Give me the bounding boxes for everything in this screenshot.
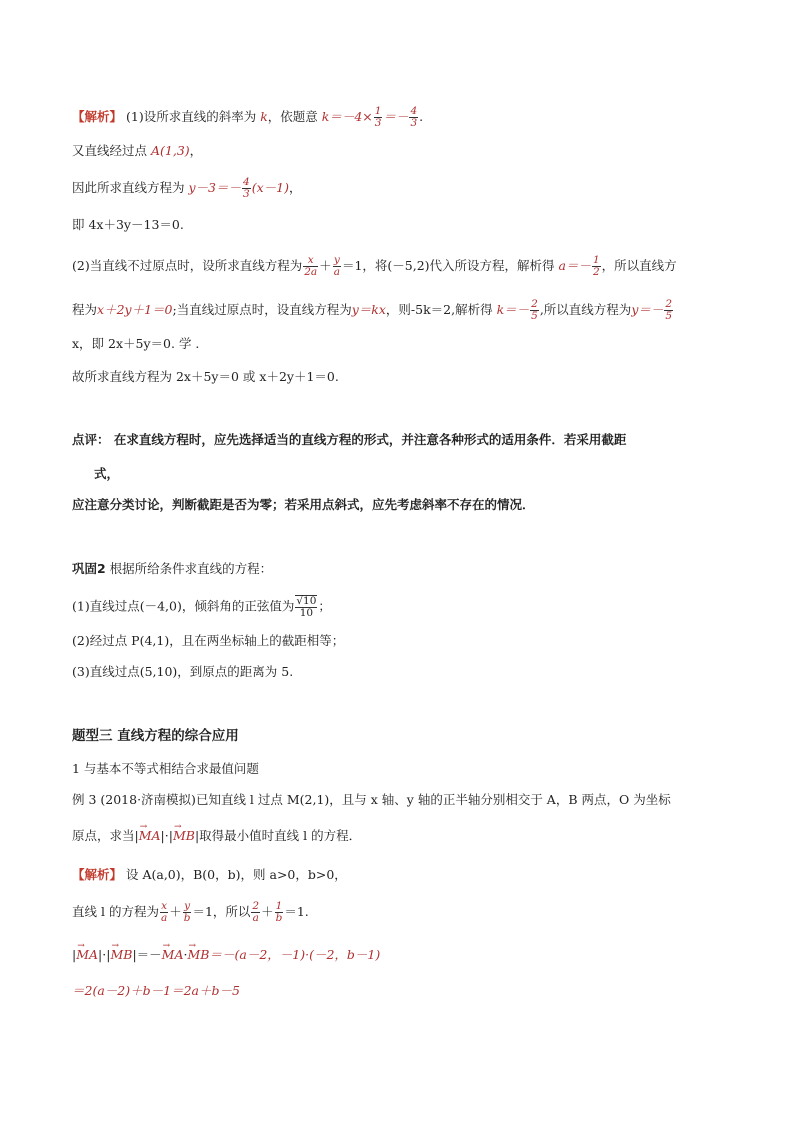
vector-mb: → MB (110, 946, 132, 964)
example-line-2: 原点，求当|→ MA|·|→ MB|取得最小值时直线 l 的方程． (72, 827, 361, 845)
solution-line-3: 因此所求直线方程为 y－3＝－ $\frac{4}{3}$ (x－1)， (72, 176, 302, 200)
comment-line-1: 点评： 在求直线方程时，应先选择适当的直线方程的形式，并注意各种形式的适用条件．若采用截距 (72, 432, 627, 447)
fraction: $\frac{x}{2a}$ (304, 254, 318, 278)
vector-mb: → MB (187, 946, 209, 964)
example-solution-line-2: 直线 l 的方程为 $\frac{x}{a}$ ＋ $\frac{y}{b}$ ＝1，所以 $\frac{2}{a}$ ＋ $\frac{1}{b}$ ＝1. (72, 900, 309, 924)
consolidate-item-3: (3)直线过点(5,10)，到原点的距离为 5. (72, 664, 294, 679)
consolidate-item-1: (1)直线过点(－4,0)，倾斜角的正弦值为 $\frac{√10}{10}$ ； (72, 595, 331, 619)
section-title: 题型三 直线方程的综合应用 (72, 728, 239, 744)
fraction: $\frac{y}{a}$ (333, 254, 340, 278)
analysis-tag: 【解析】 (72, 867, 123, 882)
solution-line-8: 故所求直线方程为 2x＋5y＝0 或 x＋2y＋1＝0. (72, 369, 339, 384)
fraction: $\frac{2}{5}$ (531, 298, 538, 322)
fraction: $\frac{2}{a}$ (252, 900, 260, 924)
solution-line-6: 程为x＋2y＋1＝0;当直线过原点时，设直线方程为y＝kx，则-5k＝2,解析得 k＝－ $\frac{2}{5}$ ,所以直线方程为y＝－ $\frac{2}{5}$ (72, 298, 673, 322)
fraction: $\frac{y}{b}$ (183, 900, 191, 924)
fraction: $\frac{4}{3}$ (410, 105, 418, 129)
example-line-1: 例 3 (2018·济南模拟)已知直线 l 过点 M(2,1)，且与 x 轴、y 轴的正半轴分别相交于 A，B 两点，O 为坐标 (72, 792, 671, 807)
vector-ma: → MA (162, 946, 184, 964)
fraction: $\frac{x}{a}$ (160, 900, 168, 924)
fraction: $\frac{4}{3}$ (243, 176, 250, 200)
fraction: $\frac{1}{2}$ (592, 254, 600, 278)
example-solution-line-4: ＝2(a－2)＋b－1＝2a＋b－5 (72, 983, 240, 998)
example-solution-line-3: |→ MA|·|→ MB|＝－→ MA·→ MB＝－(a－2，－1)·(－2，b－1) (72, 946, 380, 964)
solution-line-5: (2)当直线不过原点时，设所求直线方程为 $\frac{x}{2a}$ ＋ $\frac{y}{a}$ ＝1，将(－5,2)代入所设方程，解析得 a＝－ $\frac{1}{2}$ ，所以直线方 (72, 254, 677, 278)
fraction: $\frac{1}{3}$ (374, 105, 382, 129)
comment-line-3: 应注意分类讨论，判断截距是否为零；若采用点斜式，应先考虑斜率不存在的情况． (72, 497, 535, 512)
solution-line-4: 即 4x＋3y－13＝0. (72, 217, 184, 232)
solution-line-1: 【解析】 (1)设所求直线的斜率为 k，依题意 k＝－4× $\frac{1}{3}$ ＝－ $\frac{4}{3}$ . (72, 105, 424, 129)
solution-line-7: x，即 2x＋5y＝0. 学 . (72, 336, 200, 351)
vector-ma: → MA (76, 946, 98, 964)
consolidate-item-2: (2)经过点 P(4,1)，且在两坐标轴上的截距相等； (72, 633, 345, 648)
consolidate-title: 巩固2 根据所给条件求直线的方程： (72, 561, 273, 576)
fraction: $\frac{1}{b}$ (275, 900, 283, 924)
vector-ma: → MA (139, 827, 161, 845)
fraction: $\frac{2}{5}$ (665, 298, 673, 322)
example-solution-line-1: 【解析】 设 A(a,0)，B(0，b)，则 a>0，b>0， (72, 867, 347, 882)
section-subtitle: 1 与基本不等式相结合求最值问题 (72, 761, 259, 776)
analysis-tag: 【解析】 (72, 109, 123, 124)
fraction: $\frac{√10}{10}$ (296, 595, 317, 619)
comment-line-2: 式， (94, 466, 120, 481)
vector-mb: → MB (173, 827, 195, 845)
solution-line-2: 又直线经过点 A(1,3)， (72, 143, 203, 158)
